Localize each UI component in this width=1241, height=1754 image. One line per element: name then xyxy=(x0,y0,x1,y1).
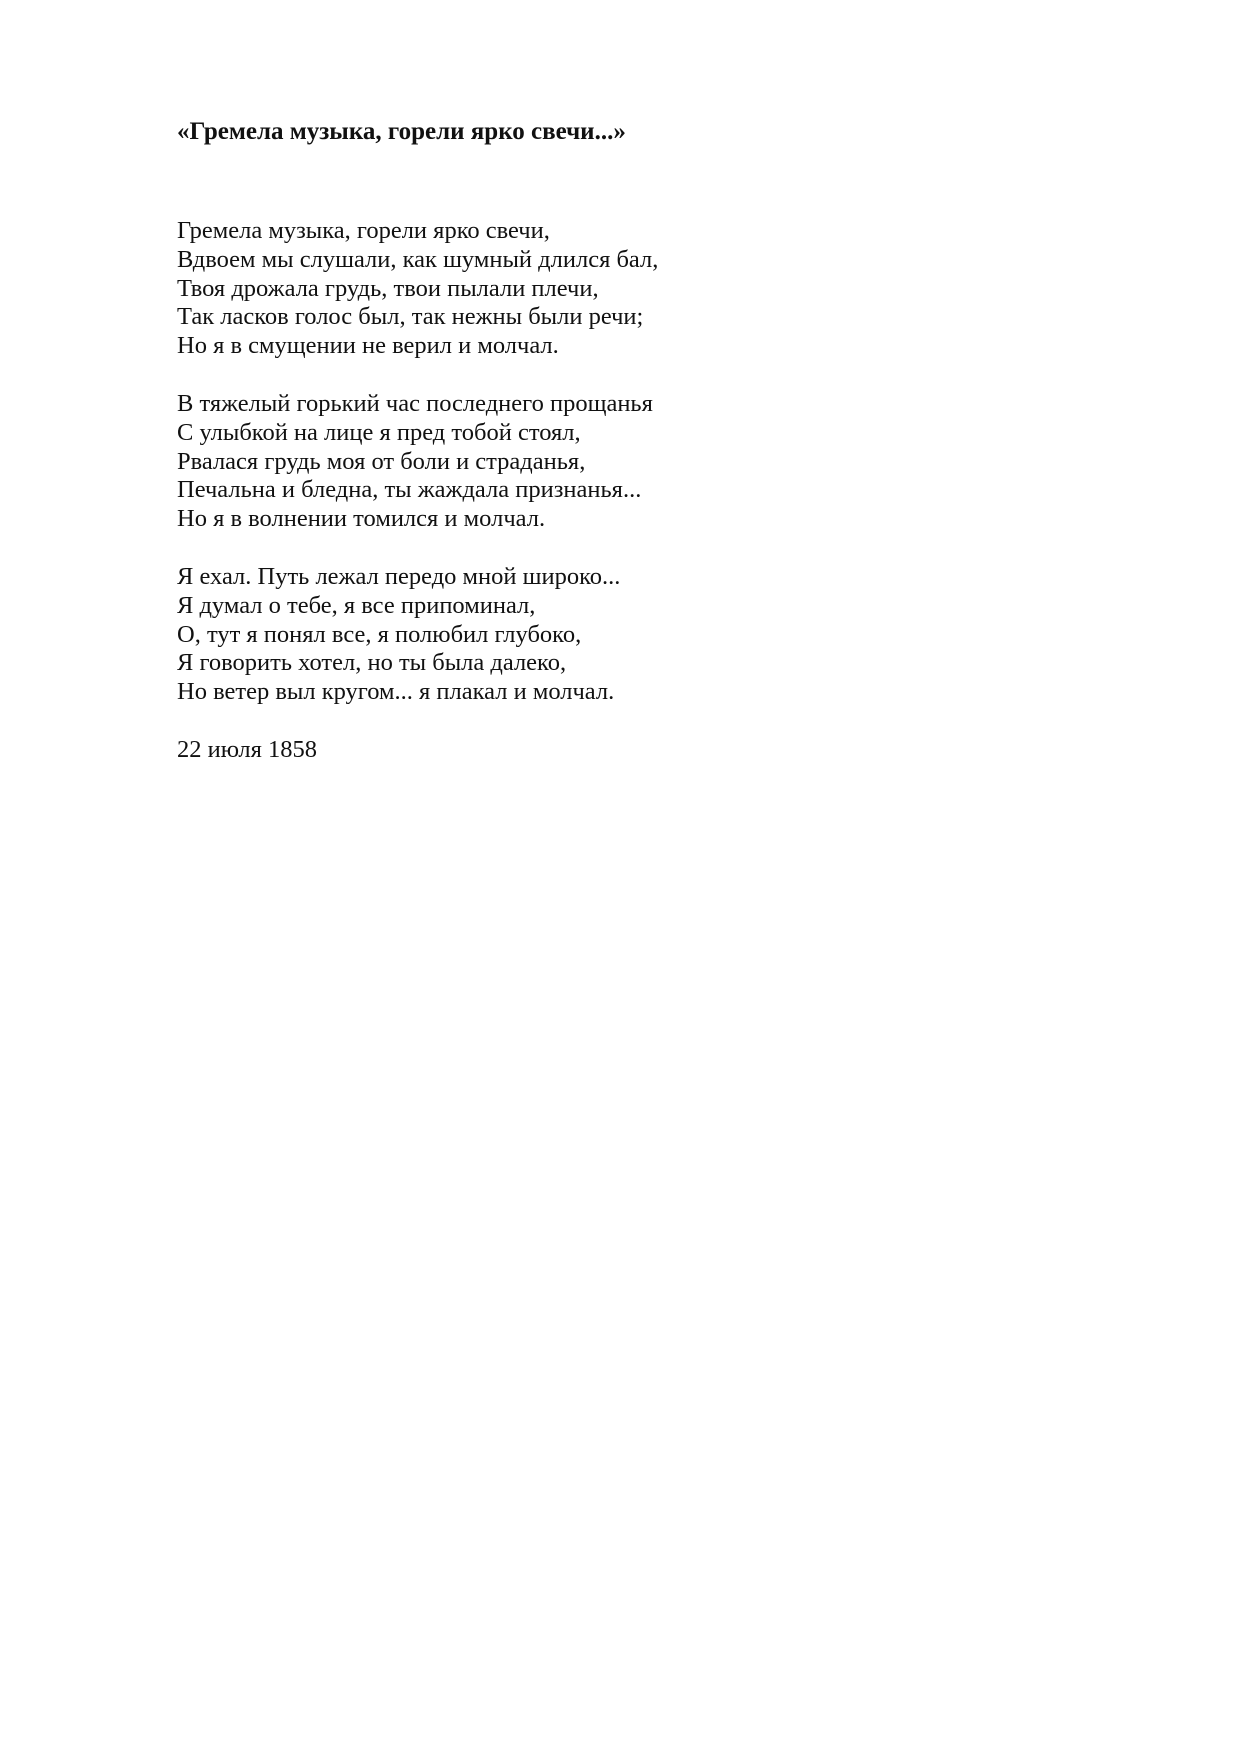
poem-line: Твоя дрожала грудь, твои пылали плечи, xyxy=(177,274,599,302)
poem-line: Но я в смущении не верил и молчал. xyxy=(177,332,559,360)
poem-line: Рвалася грудь моя от боли и страданья, xyxy=(177,447,586,475)
poem-line: В тяжелый горький час последнего прощанья xyxy=(177,389,653,417)
poem-line: Печальна и бледна, ты жаждала признанья... xyxy=(177,476,642,504)
stanza-2 xyxy=(177,390,1077,534)
poem-line: Я ехал. Путь лежал передо мной широко... xyxy=(177,562,621,590)
poem-title: «Гремела музыка, горели ярко свечи...» xyxy=(177,118,626,145)
poem-line: Вдвоем мы слушали, как шумный длился бал, xyxy=(177,245,659,273)
poem-line: Так ласков голос был, так нежны были речи; xyxy=(177,303,644,331)
poem-line: Но я в волнении томился и молчал. xyxy=(177,505,546,533)
stanza-1 xyxy=(177,217,1077,361)
poem-line: Но ветер выл кругом... я плакал и молчал. xyxy=(177,678,615,706)
poem-body xyxy=(177,217,1077,765)
poem-line: О, тут я понял все, я полюбил глубоко, xyxy=(177,620,582,648)
poem-line: С улыбкой на лице я пред тобой стоял, xyxy=(177,418,581,446)
poem-content xyxy=(177,116,1077,765)
poem-line: Гремела музыка, горели ярко свечи, xyxy=(177,217,550,244)
poem-line: Я думал о тебе, я все припоминал, xyxy=(177,591,536,619)
poem-line: Я говорить хотел, но ты была далеко, xyxy=(177,649,567,677)
stanza-3 xyxy=(177,563,1077,707)
poem-date: 22 июля 1858 xyxy=(177,735,318,763)
